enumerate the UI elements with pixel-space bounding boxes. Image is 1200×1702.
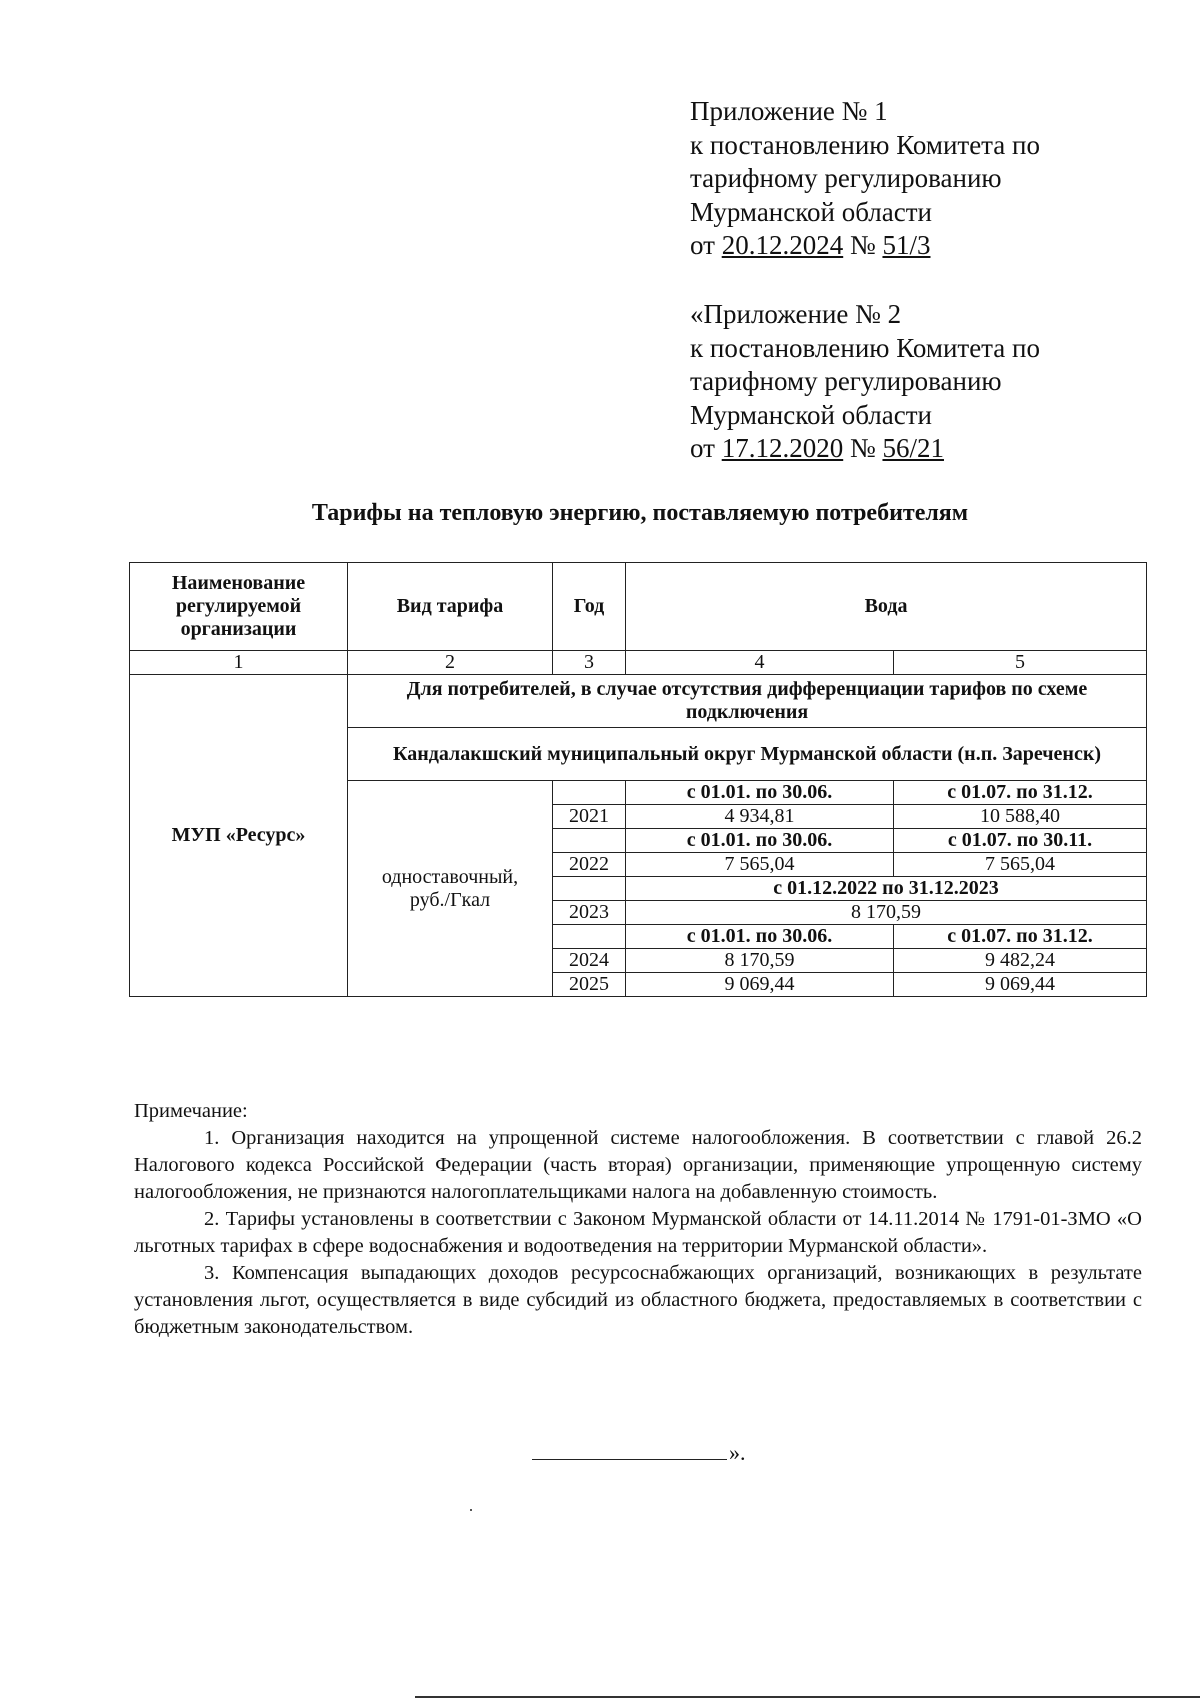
scan-speck xyxy=(470,1509,472,1511)
appendix-line: Приложение № 1 xyxy=(690,96,888,126)
closing-quote: ». xyxy=(729,1440,746,1465)
note-item xyxy=(134,1260,1142,1341)
period-cell: с 01.07. по 30.11. xyxy=(894,829,1147,853)
year-cell: 2022 xyxy=(553,853,626,877)
appendix-line: Мурманской области xyxy=(690,196,932,227)
tariff-kind-unit: руб./Гкал xyxy=(409,888,491,911)
note-text: 2. Тарифы установлены в соответствии с Законом Мурманской области от 14.11.2014 № 1791-01-ЗМО «О льготных тарифах в сфере водоснабжения и водоотведения на территории Мурманской области». xyxy=(134,1208,1142,1257)
value-cell: 7 565,04 xyxy=(626,853,894,877)
header-year: Год xyxy=(553,563,626,651)
column-number-row xyxy=(130,651,1147,675)
year-cell xyxy=(553,781,626,805)
appendix-header-new xyxy=(690,95,1040,263)
tariff-kind-line: одноставочный, xyxy=(381,865,519,888)
note-item xyxy=(134,1125,1142,1206)
value-cell: 9 069,44 xyxy=(894,973,1147,997)
table-header-row xyxy=(130,563,1147,651)
period-cell: с 01.07. по 31.12. xyxy=(894,781,1147,805)
period-cell: с 01.07. по 31.12. xyxy=(894,925,1147,949)
value-cell: 9 482,24 xyxy=(894,949,1147,973)
year-cell xyxy=(553,829,626,853)
header-tariff-type: Вид тарифа xyxy=(348,563,553,651)
appendix-line: «Приложение № 2 xyxy=(690,299,902,329)
note-text: 3. Компенсация выпадающих доходов ресурсоснабжающих организаций, возникающих в результате установления льгот, осуществляется в виде субсидий из областного бюджета, предоставляемых в соответствии с бюджетным законодательством. xyxy=(134,1262,1142,1338)
header-org: Наименование регулируемой организации xyxy=(130,563,348,651)
appendix-line: к постановлению Комитета по xyxy=(690,332,1040,363)
value-cell: 8 170,59 xyxy=(626,901,1147,925)
year-cell: 2025 xyxy=(553,973,626,997)
closing-mark xyxy=(532,1440,746,1466)
date-prefix: от xyxy=(690,230,722,260)
year-cell xyxy=(553,925,626,949)
appendix-date-line xyxy=(690,432,1040,466)
appendix-line: Мурманской области xyxy=(690,399,932,430)
appendix-line: к постановлению Комитета по xyxy=(690,129,1040,160)
notes-heading: Примечание: xyxy=(134,1100,248,1122)
value-cell: 10 588,40 xyxy=(894,805,1147,829)
date-prefix: от xyxy=(690,433,722,463)
tariff-kind xyxy=(348,781,553,997)
number-prefix: № xyxy=(843,230,883,260)
column-number: 2 xyxy=(348,651,553,675)
notes-section xyxy=(134,1098,1142,1341)
section-district: Кандалакшский муниципальный округ Мурманской области (н.п. Зареченск) xyxy=(348,728,1147,781)
column-number: 1 xyxy=(130,651,348,675)
section-consumers: Для потребителей, в случае отсутствия дифференциации тарифов по схеме подключения xyxy=(348,675,1147,728)
document-title: Тарифы на тепловую энергию, поставляемую потребителям xyxy=(311,500,969,526)
year-cell: 2023 xyxy=(553,901,626,925)
value-cell: 8 170,59 xyxy=(626,949,894,973)
year-cell: 2021 xyxy=(553,805,626,829)
header-water: Вода xyxy=(626,563,1147,651)
column-number: 4 xyxy=(626,651,894,675)
resolution-number: 51/3 xyxy=(882,230,931,260)
tariff-table xyxy=(129,562,1147,997)
resolution-number: 56/21 xyxy=(882,433,944,463)
period-cell: с 01.01. по 30.06. xyxy=(626,781,894,805)
period-cell: с 01.01. по 30.06. xyxy=(626,925,894,949)
appendix-header-old xyxy=(690,298,1040,466)
value-cell: 9 069,44 xyxy=(626,973,894,997)
note-item xyxy=(134,1206,1142,1260)
appendix-line: тарифному регулированию xyxy=(690,366,1002,396)
column-number: 5 xyxy=(894,651,1147,675)
footer-rule xyxy=(415,1696,1200,1698)
section-row xyxy=(130,675,1147,728)
period-cell: с 01.12.2022 по 31.12.2023 xyxy=(626,877,1147,901)
period-cell: с 01.01. по 30.06. xyxy=(626,829,894,853)
note-text: 1. Организация находится на упрощенной системе налогообложения. В соответствии с главой 26.2 Налогового кодекса Российской Федерации (часть вторая) организации, применяющие упрощенную систему налогообложения, не признаются налогоплательщиками налога на добавленную стоимость. xyxy=(134,1127,1142,1203)
year-cell: 2024 xyxy=(553,949,626,973)
closing-rule xyxy=(532,1459,727,1460)
resolution-date: 20.12.2024 xyxy=(721,230,844,260)
year-cell xyxy=(553,877,626,901)
resolution-date: 17.12.2020 xyxy=(721,433,844,463)
appendix-date-line xyxy=(690,229,1040,263)
value-cell: 4 934,81 xyxy=(626,805,894,829)
number-prefix: № xyxy=(843,433,883,463)
column-number: 3 xyxy=(553,651,626,675)
organization-name: МУП «Ресурс» xyxy=(130,675,348,997)
appendix-line: тарифному регулированию xyxy=(690,163,1002,193)
value-cell: 7 565,04 xyxy=(894,853,1147,877)
